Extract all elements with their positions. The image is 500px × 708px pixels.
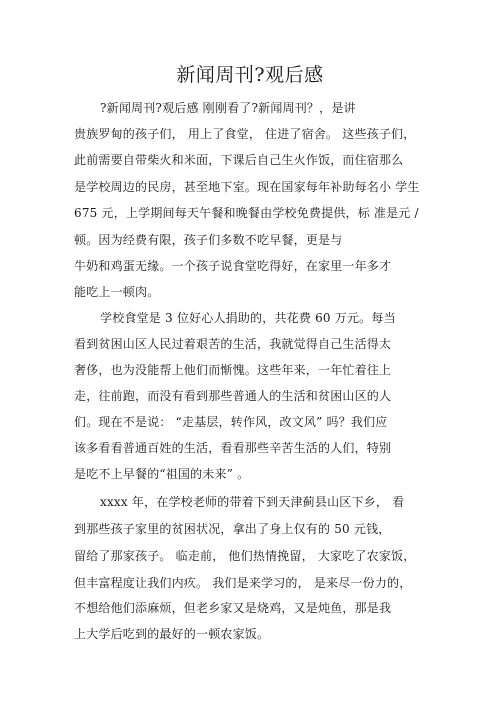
paragraph-2-line-2: 看到贫困山区人民过着艰苦的生活，我就觉得自己生活得太 — [74, 337, 392, 351]
paragraph-1-line-7: 牛奶和鸡蛋无缘。一个孩子说食堂吃得好，在家里一年多才 — [74, 259, 392, 273]
paragraph-2-line-6: 该多看看普通百姓的生活，看看那些辛苦生活的人们，特别 — [74, 441, 392, 455]
paragraph-3-line-3: 留给了那家孩子。 临走前， 他们热情挽留， 大家吃了农家饭， — [74, 549, 416, 563]
paragraph-3-line-6: 上大学后吃到的最好的一顿农家饭。 — [74, 627, 270, 641]
paragraph-2-line-4: 走，往前跑，而没有看到那些普通人的生活和贫困山区的人 — [74, 389, 392, 403]
paragraph-3-line-1: xxxx 年，在学校老师的带着下到天津蓟县山区下乡， 看 — [100, 495, 405, 509]
paragraph-1-line-4: 是学校周边的民房，甚至地下室。现在国家每年补助每名小 学生 — [74, 180, 420, 194]
paragraph-1-line-8: 能吃上一顿肉。 — [74, 285, 160, 299]
paragraph-3-line-4: 但丰富程度让我们内疚。 我们是来学习的， 是来尽一份力的， — [74, 576, 412, 590]
paragraph-3-line-5: 不想给他们添麻烦，但老乡家又是烧鸡，又是炖鱼，那是我 — [74, 601, 392, 615]
paragraph-1-line-3: 此前需要自带柴火和米面，下课后自己生火作饭，而住宿那么 — [74, 153, 404, 167]
paragraph-2-line-7: 是吃不上早餐的“祖国的未来” 。 — [74, 467, 250, 481]
paragraph-2-line-1: 学校食堂是 3 位好心人捐助的，共花费 60 万元。每当 — [100, 311, 396, 325]
paragraph-1-line-5: 675 元，上学期间每天午餐和晚餐由学校免费提供，标 准是元 / — [74, 206, 419, 220]
paragraph-2-line-5: 们。现在不是说： “走基层，转作风，改文风” 吗？我们应 — [74, 415, 388, 429]
paragraph-3-line-2: 到那些孩子家里的贫困状况，拿出了身上仅有的 50 元钱， — [74, 522, 391, 536]
paragraph-1-line-2: 贵族罗甸的孩子们， 用上了食堂， 住进了宿舍。 这些孩子们， — [74, 127, 416, 141]
paragraph-1-line-1: ?新闻周刊?观后感 刚刚看了?新闻周刊？，是讲 — [100, 101, 356, 115]
paragraph-2-line-3: 奢侈，也为没能帮上他们而惭愧。这些年来，一年忙着往上 — [74, 363, 392, 377]
document-title: 新闻周刊?观后感 — [176, 64, 324, 86]
paragraph-1-line-6: 顿。因为经费有限，孩子们多数不吃早餐，更是与 — [74, 233, 343, 247]
